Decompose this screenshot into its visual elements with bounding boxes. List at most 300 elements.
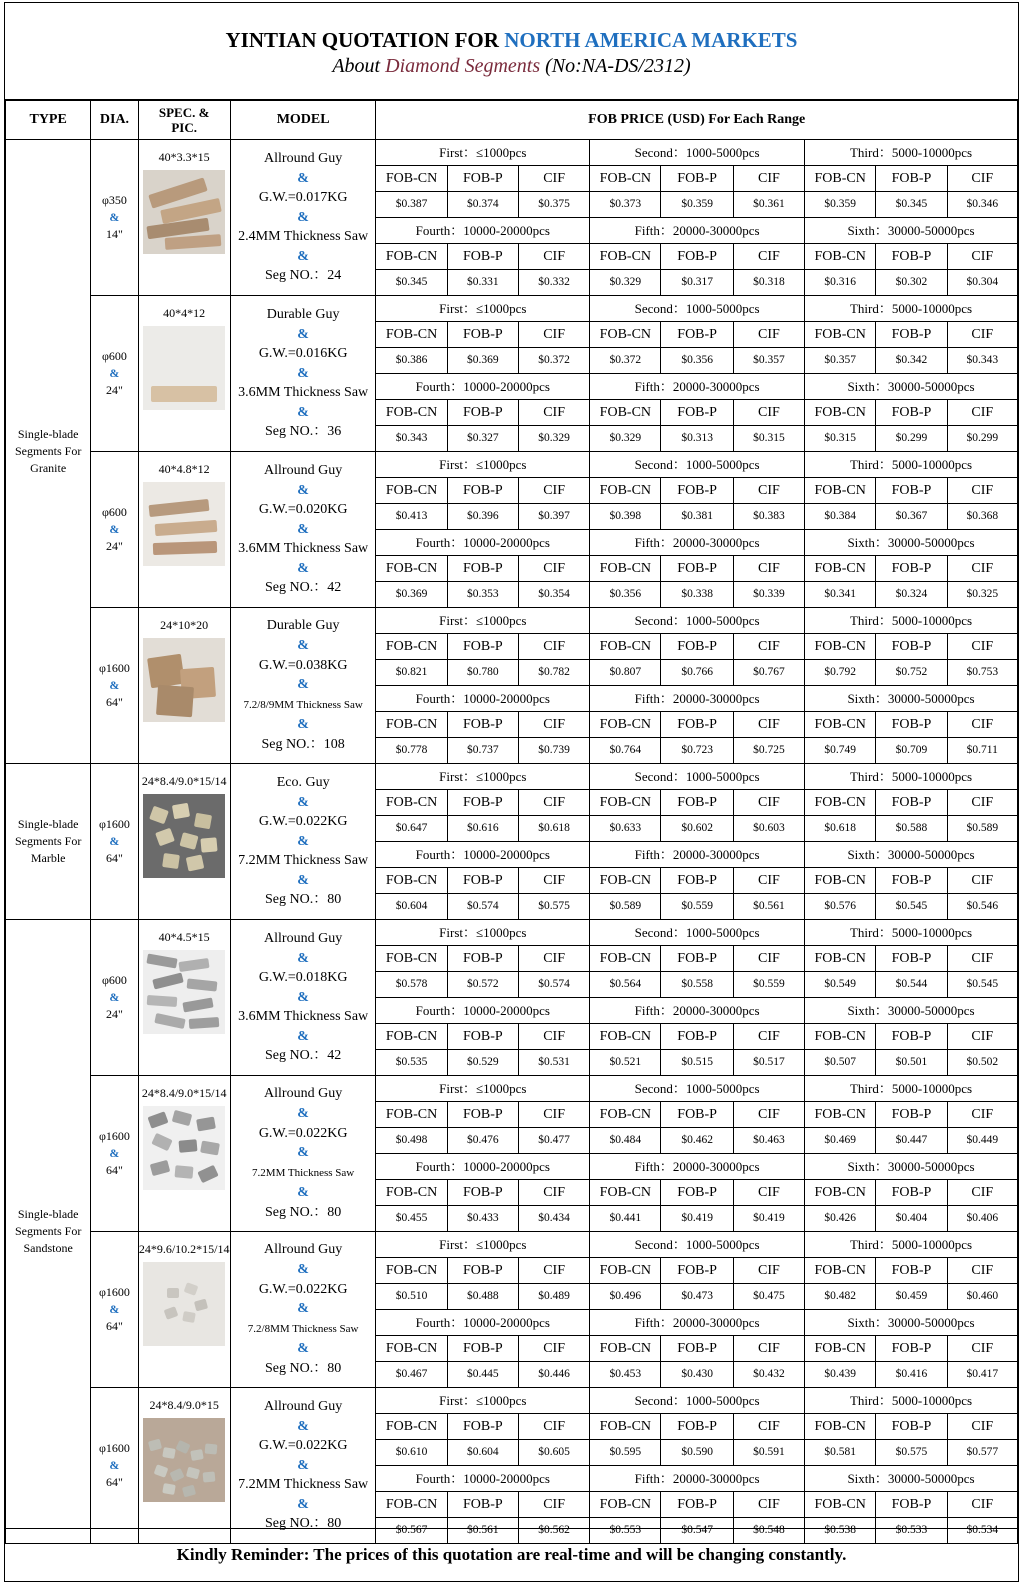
segment-count: Seg NO.：80 — [265, 1204, 342, 1220]
price-value-fob-p: $0.331 — [447, 270, 518, 296]
segment-shape — [162, 1447, 176, 1459]
price-type-cif: CIF — [733, 322, 804, 348]
price-type-cif: CIF — [947, 400, 1017, 426]
model-name: Allround Guy — [264, 1398, 343, 1414]
saw-thickness: 3.6MM Thickness Saw — [238, 1009, 369, 1025]
price-type-fob-cn: FOB-CN — [805, 166, 876, 192]
ampersand: & — [297, 1262, 309, 1278]
price-type-cif: CIF — [947, 166, 1017, 192]
price-type-cif: CIF — [518, 322, 589, 348]
price-value-fob-p: $0.433 — [447, 1206, 518, 1232]
price-type-cif: CIF — [733, 1024, 804, 1050]
price-value-fob-p: $0.299 — [876, 426, 947, 452]
price-type-fob-cn: FOB-CN — [805, 478, 876, 504]
price-value-fob-p: $0.588 — [876, 816, 947, 842]
price-value-fob-cn: $0.589 — [590, 894, 661, 920]
title-market: NORTH AMERICA MARKETS — [504, 28, 798, 52]
price-type-fob-cn: FOB-CN — [376, 1414, 447, 1440]
price-type-fob-cn: FOB-CN — [590, 790, 661, 816]
price-type-cif: CIF — [947, 1414, 1017, 1440]
price-type-cif: CIF — [947, 1336, 1017, 1362]
segment-shape — [149, 499, 210, 517]
quantity-range: Fourth：10000-20000pcs — [376, 1154, 590, 1180]
price-type-fob-p: FOB-P — [447, 1492, 518, 1518]
price-type-fob-p: FOB-P — [661, 322, 733, 348]
ampersand: & — [297, 1106, 309, 1122]
price-type-cif: CIF — [733, 1258, 804, 1284]
price-value-fob-cn: $0.521 — [590, 1050, 661, 1076]
price-value-fob-p: $0.369 — [447, 348, 518, 374]
model-cell — [230, 764, 376, 920]
price-type-cif: CIF — [518, 946, 589, 972]
quantity-range: Fourth：10000-20000pcs — [376, 1466, 590, 1492]
price-value-fob-p: $0.737 — [447, 738, 518, 764]
price-value-fob-p: $0.381 — [661, 504, 733, 530]
quantity-range: Second：1000-5000pcs — [590, 1388, 805, 1414]
price-type-fob-cn: FOB-CN — [590, 556, 661, 582]
diameter-cell — [91, 764, 138, 920]
segment-shape — [156, 685, 194, 717]
price-type-fob-p: FOB-P — [876, 712, 947, 738]
price-type-fob-cn: FOB-CN — [590, 478, 661, 504]
price-value-fob-cn: $0.618 — [805, 816, 876, 842]
price-type-fob-p: FOB-P — [447, 1414, 518, 1440]
price-type-fob-p: FOB-P — [661, 946, 733, 972]
price-type-fob-p: FOB-P — [447, 400, 518, 426]
price-type-fob-cn: FOB-CN — [376, 790, 447, 816]
segment-shape — [162, 1483, 176, 1495]
price-value-cif: $0.332 — [518, 270, 589, 296]
price-type-cif: CIF — [947, 244, 1017, 270]
ampersand: & — [297, 209, 309, 225]
ampersand: & — [297, 326, 309, 342]
diameter-metric: φ350 — [101, 193, 127, 207]
ampersand: & — [109, 834, 120, 848]
price-type-fob-cn: FOB-CN — [590, 1414, 661, 1440]
model-cell — [230, 140, 376, 296]
price-value-cif: $0.318 — [733, 270, 804, 296]
segment-shape — [203, 1471, 216, 1482]
segment-shape — [154, 1464, 169, 1478]
spec-cell — [138, 296, 230, 452]
quantity-range: Fifth：20000-30000pcs — [590, 842, 805, 868]
spec-text: 40*4*12 — [163, 306, 206, 320]
price-type-fob-p: FOB-P — [447, 556, 518, 582]
quantity-range: Third：5000-10000pcs — [805, 452, 1018, 478]
diameter-cell — [91, 608, 138, 764]
quantity-range: Fifth：20000-30000pcs — [590, 530, 805, 556]
price-value-fob-cn: $0.578 — [376, 972, 447, 998]
price-type-fob-p: FOB-P — [661, 1258, 733, 1284]
price-type-cif: CIF — [947, 1258, 1017, 1284]
price-type-fob-cn: FOB-CN — [590, 244, 661, 270]
price-type-fob-p: FOB-P — [876, 166, 947, 192]
ampersand: & — [297, 1418, 309, 1434]
segment-shape — [176, 1440, 191, 1454]
price-type-cif: CIF — [733, 868, 804, 894]
price-type-cif: CIF — [733, 478, 804, 504]
price-value-cif: $0.618 — [518, 816, 589, 842]
price-type-fob-p: FOB-P — [447, 478, 518, 504]
price-value-fob-cn: $0.576 — [805, 894, 876, 920]
quantity-range: Fourth：10000-20000pcs — [376, 1310, 590, 1336]
price-type-fob-p: FOB-P — [876, 1102, 947, 1128]
price-table-row — [6, 608, 1018, 634]
price-value-cif: $0.329 — [518, 426, 589, 452]
price-value-fob-cn: $0.386 — [376, 348, 447, 374]
price-type-fob-cn: FOB-CN — [805, 1414, 876, 1440]
ampersand: & — [297, 482, 309, 498]
price-value-fob-cn: $0.484 — [590, 1128, 661, 1154]
price-value-fob-cn: $0.538 — [805, 1518, 876, 1544]
price-type-fob-p: FOB-P — [876, 790, 947, 816]
spec-text: 24*8.4/9.0*15/14 — [141, 774, 227, 788]
segment-shape — [200, 1141, 220, 1156]
price-value-fob-cn: $0.564 — [590, 972, 661, 998]
diameter-cell — [91, 1076, 138, 1232]
price-type-fob-cn: FOB-CN — [590, 712, 661, 738]
quantity-range: Sixth：30000-50000pcs — [805, 530, 1018, 556]
price-type-fob-p: FOB-P — [661, 478, 733, 504]
price-value-cif: $0.406 — [947, 1206, 1017, 1232]
segment-photo — [143, 1106, 225, 1190]
diameter-cell — [91, 452, 138, 608]
price-value-fob-cn: $0.807 — [590, 660, 661, 686]
table-body — [6, 140, 1018, 1544]
subtitle-code: (No:NA-DS/2312) — [540, 55, 691, 77]
price-type-fob-cn: FOB-CN — [590, 1024, 661, 1050]
price-value-fob-cn: $0.455 — [376, 1206, 447, 1232]
price-value-fob-p: $0.752 — [876, 660, 947, 686]
quotation-header — [5, 3, 1018, 100]
segment-shape — [189, 1017, 220, 1029]
price-type-cif: CIF — [947, 790, 1017, 816]
quantity-range: Fifth：20000-30000pcs — [590, 1154, 805, 1180]
quantity-range: Second：1000-5000pcs — [590, 608, 805, 634]
ampersand: & — [297, 1496, 309, 1512]
quantity-range: Third：5000-10000pcs — [805, 140, 1018, 166]
segment-shape — [172, 803, 190, 820]
quotation-sheet — [4, 2, 1019, 1582]
price-value-cif: $0.372 — [518, 348, 589, 374]
segment-shape — [151, 1133, 172, 1151]
price-type-fob-cn: FOB-CN — [805, 556, 876, 582]
price-value-fob-p: $0.604 — [447, 1440, 518, 1466]
price-value-cif: $0.489 — [518, 1284, 589, 1310]
price-value-fob-cn: $0.384 — [805, 504, 876, 530]
price-type-cif: CIF — [518, 712, 589, 738]
price-type-fob-cn: FOB-CN — [376, 946, 447, 972]
price-value-cif: $0.361 — [733, 192, 804, 218]
price-type-fob-cn: FOB-CN — [805, 1258, 876, 1284]
price-value-fob-p: $0.374 — [447, 192, 518, 218]
price-value-cif: $0.767 — [733, 660, 804, 686]
diameter-metric: φ1600 — [98, 1441, 130, 1455]
quantity-range: Sixth：30000-50000pcs — [805, 1466, 1018, 1492]
price-type-cif: CIF — [733, 946, 804, 972]
ampersand: & — [297, 1301, 309, 1317]
price-table-row — [6, 140, 1018, 166]
price-value-cif: $0.397 — [518, 504, 589, 530]
gross-weight: G.W.=0.022KG — [258, 1281, 348, 1297]
price-type-fob-cn: FOB-CN — [805, 322, 876, 348]
price-value-fob-p: $0.533 — [876, 1518, 947, 1544]
price-type-fob-cn: FOB-CN — [590, 1492, 661, 1518]
price-type-fob-cn: FOB-CN — [376, 322, 447, 348]
model-name: Eco. Guy — [276, 774, 330, 790]
price-type-fob-cn: FOB-CN — [590, 634, 661, 660]
price-value-fob-cn: $0.345 — [376, 270, 447, 296]
segment-type: Single-blade Segments For Sandstone — [6, 920, 91, 1544]
price-value-fob-p: $0.515 — [661, 1050, 733, 1076]
price-value-cif: $0.782 — [518, 660, 589, 686]
segment-shape — [153, 541, 217, 555]
price-value-fob-p: $0.353 — [447, 582, 518, 608]
price-value-fob-cn: $0.821 — [376, 660, 447, 686]
price-type-fob-p: FOB-P — [447, 322, 518, 348]
price-type-fob-p: FOB-P — [876, 868, 947, 894]
quantity-range: First：≤1000pcs — [376, 1232, 590, 1258]
price-type-fob-p: FOB-P — [447, 244, 518, 270]
segment-shape — [147, 995, 178, 1007]
price-type-fob-p: FOB-P — [447, 1258, 518, 1284]
diameter-imperial: 64" — [105, 1319, 123, 1333]
price-type-fob-cn: FOB-CN — [805, 400, 876, 426]
price-type-fob-p: FOB-P — [447, 790, 518, 816]
price-type-cif: CIF — [947, 1180, 1017, 1206]
quantity-range: Second：1000-5000pcs — [590, 1232, 805, 1258]
price-type-fob-p: FOB-P — [447, 868, 518, 894]
quantity-range: Fifth：20000-30000pcs — [590, 998, 805, 1024]
segment-count: Seg NO.：36 — [265, 424, 342, 440]
price-type-cif: CIF — [518, 400, 589, 426]
price-type-fob-p: FOB-P — [661, 790, 733, 816]
price-type-fob-cn: FOB-CN — [590, 1258, 661, 1284]
segment-shape — [147, 953, 178, 968]
ampersand: & — [297, 950, 309, 966]
spec-cell — [138, 1076, 230, 1232]
price-type-cif: CIF — [518, 634, 589, 660]
price-type-fob-cn: FOB-CN — [805, 244, 876, 270]
price-value-fob-cn: $0.372 — [590, 348, 661, 374]
segment-shape — [164, 1306, 179, 1320]
price-value-fob-p: $0.324 — [876, 582, 947, 608]
saw-thickness: 7.2MM Thickness Saw — [252, 1166, 355, 1179]
gross-weight: G.W.=0.038KG — [258, 657, 348, 673]
price-value-cif: $0.561 — [733, 894, 804, 920]
price-value-cif: $0.531 — [518, 1050, 589, 1076]
price-value-cif: $0.502 — [947, 1050, 1017, 1076]
ampersand: & — [297, 560, 309, 576]
price-value-fob-p: $0.430 — [661, 1362, 733, 1388]
price-type-fob-p: FOB-P — [876, 1180, 947, 1206]
price-type-fob-p: FOB-P — [876, 1258, 947, 1284]
saw-thickness: 7.2/8MM Thickness Saw — [247, 1322, 359, 1335]
diameter-cell — [91, 296, 138, 452]
segment-shape — [197, 1165, 218, 1183]
model-name: Allround Guy — [264, 1086, 343, 1102]
price-type-fob-cn: FOB-CN — [805, 790, 876, 816]
price-type-fob-cn: FOB-CN — [805, 946, 876, 972]
ampersand: & — [297, 872, 309, 888]
price-type-fob-p: FOB-P — [447, 166, 518, 192]
ampersand: & — [297, 1457, 309, 1473]
price-type-fob-cn: FOB-CN — [376, 400, 447, 426]
quantity-range: Fifth：20000-30000pcs — [590, 374, 805, 400]
ampersand: & — [297, 521, 309, 537]
price-value-fob-cn: $0.764 — [590, 738, 661, 764]
price-type-fob-p: FOB-P — [876, 634, 947, 660]
segment-count: Seg NO.：42 — [265, 580, 342, 596]
model-name: Durable Guy — [266, 306, 340, 322]
price-type-fob-p: FOB-P — [876, 478, 947, 504]
ampersand: & — [109, 210, 120, 224]
price-type-cif: CIF — [947, 1024, 1017, 1050]
ampersand: & — [297, 833, 309, 849]
price-type-fob-cn: FOB-CN — [805, 634, 876, 660]
price-type-fob-p: FOB-P — [876, 556, 947, 582]
price-value-fob-p: $0.404 — [876, 1206, 947, 1232]
price-value-cif: $0.477 — [518, 1128, 589, 1154]
price-value-fob-cn: $0.359 — [805, 192, 876, 218]
diameter-imperial: 64" — [105, 695, 123, 709]
price-type-fob-cn: FOB-CN — [376, 556, 447, 582]
ampersand: & — [109, 678, 120, 692]
spec-text: 40*3.3*15 — [158, 150, 210, 164]
price-value-cif: $0.546 — [947, 894, 1017, 920]
price-value-fob-cn: $0.792 — [805, 660, 876, 686]
quantity-range: Third：5000-10000pcs — [805, 296, 1018, 322]
price-value-fob-p: $0.558 — [661, 972, 733, 998]
price-value-cif: $0.739 — [518, 738, 589, 764]
segment-photo — [143, 482, 225, 566]
price-type-cif: CIF — [947, 1102, 1017, 1128]
price-type-fob-p: FOB-P — [661, 1492, 733, 1518]
price-type-fob-cn: FOB-CN — [376, 1024, 447, 1050]
price-value-fob-p: $0.766 — [661, 660, 733, 686]
price-value-fob-p: $0.602 — [661, 816, 733, 842]
diameter-metric: φ600 — [101, 349, 127, 363]
price-value-fob-p: $0.473 — [661, 1284, 733, 1310]
price-value-fob-cn: $0.329 — [590, 270, 661, 296]
price-type-cif: CIF — [733, 400, 804, 426]
price-type-cif: CIF — [947, 1492, 1017, 1518]
price-value-fob-p: $0.459 — [876, 1284, 947, 1310]
price-type-fob-cn: FOB-CN — [376, 712, 447, 738]
spec-text: 24*9.6/10.2*15/14 — [138, 1242, 230, 1256]
price-type-fob-cn: FOB-CN — [805, 1336, 876, 1362]
segment-type: Single-blade Segments For Granite — [6, 140, 91, 764]
price-value-fob-p: $0.559 — [661, 894, 733, 920]
price-type-fob-p: FOB-P — [661, 868, 733, 894]
gross-weight: G.W.=0.018KG — [258, 970, 348, 986]
price-type-fob-cn: FOB-CN — [590, 166, 661, 192]
price-type-fob-cn: FOB-CN — [805, 1102, 876, 1128]
price-value-fob-cn: $0.604 — [376, 894, 447, 920]
price-value-fob-cn: $0.426 — [805, 1206, 876, 1232]
price-type-fob-cn: FOB-CN — [590, 946, 661, 972]
price-type-fob-p: FOB-P — [447, 1180, 518, 1206]
price-value-cif: $0.562 — [518, 1518, 589, 1544]
price-type-fob-cn: FOB-CN — [590, 1180, 661, 1206]
quantity-range: Fifth：20000-30000pcs — [590, 686, 805, 712]
price-table — [5, 100, 1018, 1544]
price-type-fob-p: FOB-P — [876, 946, 947, 972]
price-type-fob-cn: FOB-CN — [376, 1258, 447, 1284]
price-value-cif: $0.343 — [947, 348, 1017, 374]
price-value-fob-p: $0.313 — [661, 426, 733, 452]
price-value-fob-p: $0.342 — [876, 348, 947, 374]
price-type-fob-cn: FOB-CN — [376, 1492, 447, 1518]
segment-shape — [182, 1485, 196, 1498]
segment-shape — [196, 1117, 216, 1132]
price-table-row — [6, 452, 1018, 478]
price-value-fob-p: $0.345 — [876, 192, 947, 218]
ampersand: & — [297, 170, 309, 186]
price-value-fob-cn: $0.595 — [590, 1440, 661, 1466]
quantity-range: Sixth：30000-50000pcs — [805, 374, 1018, 400]
segment-photo — [143, 1418, 225, 1502]
title-main: YINTIAN QUOTATION FOR — [225, 28, 505, 52]
segment-photo — [143, 326, 225, 410]
quantity-range: Fourth：10000-20000pcs — [376, 842, 590, 868]
diameter-imperial: 14" — [105, 227, 123, 241]
diameter-metric: φ600 — [101, 973, 127, 987]
price-type-fob-cn: FOB-CN — [590, 1102, 661, 1128]
price-value-fob-p: $0.488 — [447, 1284, 518, 1310]
diameter-cell — [91, 1388, 138, 1544]
price-value-fob-cn: $0.439 — [805, 1362, 876, 1388]
segment-shape — [149, 806, 169, 825]
segment-shape — [167, 1288, 179, 1298]
price-value-fob-p: $0.547 — [661, 1518, 733, 1544]
price-type-fob-p: FOB-P — [661, 634, 733, 660]
price-value-fob-cn: $0.633 — [590, 816, 661, 842]
price-type-fob-p: FOB-P — [447, 712, 518, 738]
price-type-fob-p: FOB-P — [661, 1336, 733, 1362]
quantity-range: First：≤1000pcs — [376, 452, 590, 478]
quantity-range: Fifth：20000-30000pcs — [590, 1466, 805, 1492]
segment-count: Seg NO.：24 — [265, 268, 342, 284]
spec-cell — [138, 1388, 230, 1544]
quantity-range: First：≤1000pcs — [376, 296, 590, 322]
column-header-dia: DIA. — [91, 101, 138, 140]
price-value-cif: $0.432 — [733, 1362, 804, 1388]
price-value-fob-p: $0.359 — [661, 192, 733, 218]
price-value-cif: $0.605 — [518, 1440, 589, 1466]
price-value-cif: $0.517 — [733, 1050, 804, 1076]
segment-shape — [190, 1449, 204, 1461]
price-type-fob-cn: FOB-CN — [376, 634, 447, 660]
price-type-fob-cn: FOB-CN — [376, 1180, 447, 1206]
ampersand: & — [297, 365, 309, 381]
price-type-cif: CIF — [518, 244, 589, 270]
ampersand: & — [297, 794, 309, 810]
ampersand: & — [297, 638, 309, 654]
price-type-cif: CIF — [518, 1414, 589, 1440]
segment-shape — [194, 1299, 208, 1312]
price-type-cif: CIF — [947, 478, 1017, 504]
diameter-imperial: 24" — [105, 539, 123, 553]
quantity-range: Sixth：30000-50000pcs — [805, 842, 1018, 868]
price-type-fob-p: FOB-P — [661, 400, 733, 426]
price-value-cif: $0.446 — [518, 1362, 589, 1388]
price-value-fob-p: $0.590 — [661, 1440, 733, 1466]
ampersand: & — [297, 989, 309, 1005]
price-type-fob-p: FOB-P — [661, 556, 733, 582]
price-value-cif: $0.725 — [733, 738, 804, 764]
price-value-fob-cn: $0.357 — [805, 348, 876, 374]
